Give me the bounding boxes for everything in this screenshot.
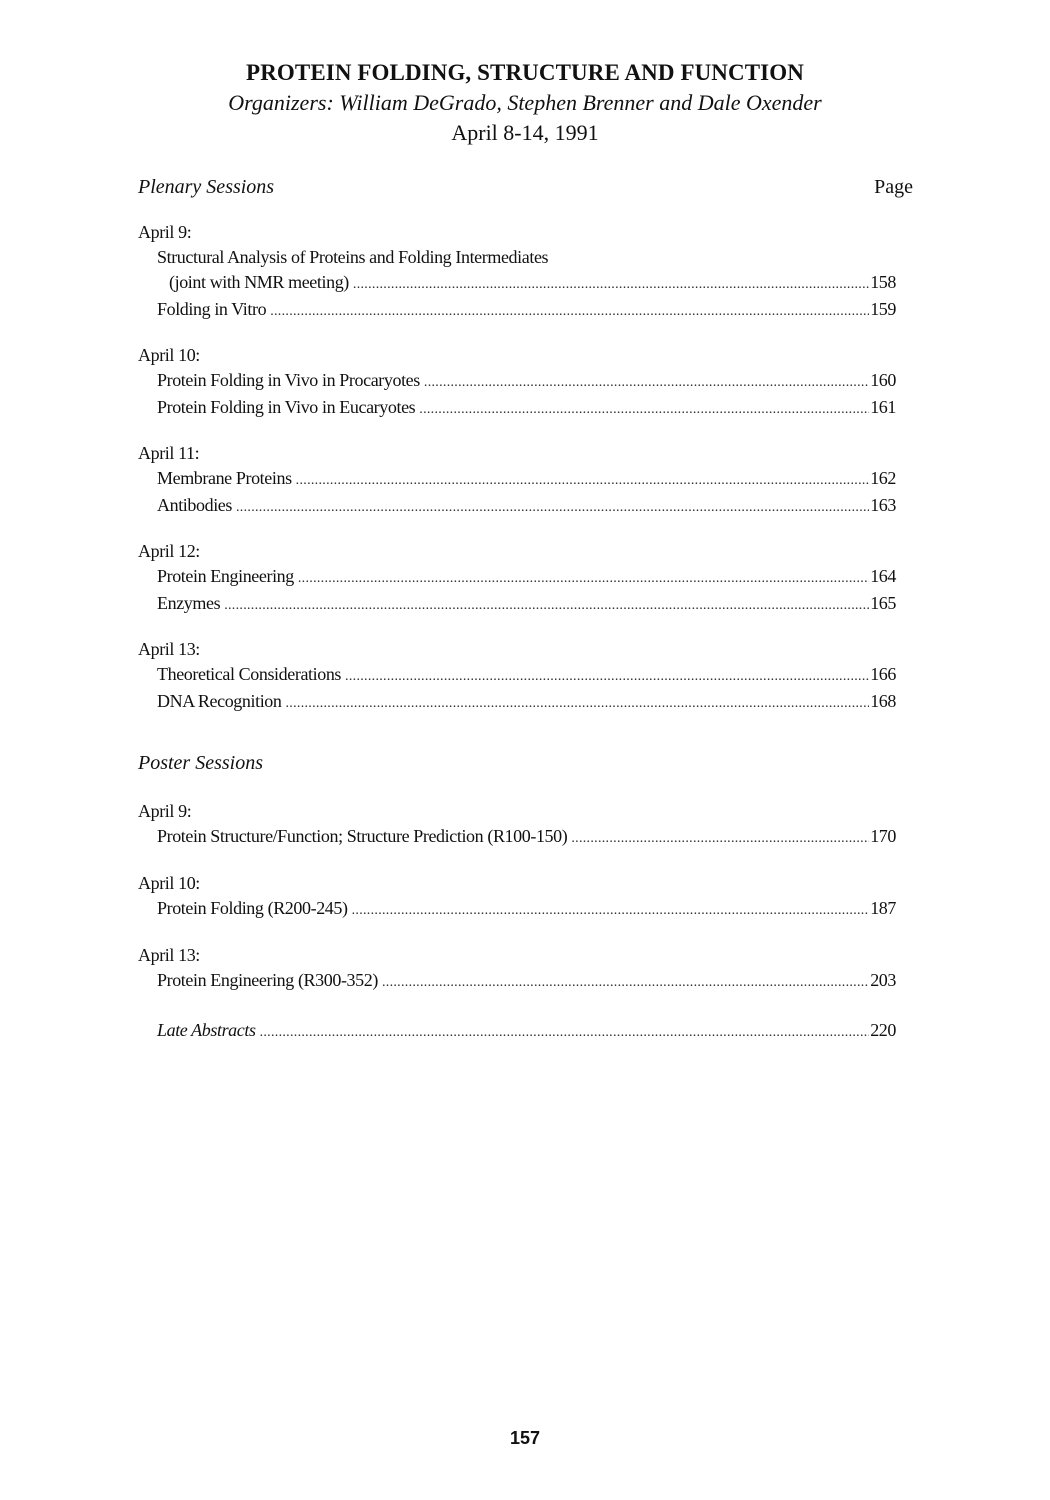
toc-entry[interactable] xyxy=(138,591,896,618)
toc-entry-page: 161 xyxy=(870,397,896,417)
toc-day-date: April 9: xyxy=(138,801,192,821)
dot-leader xyxy=(345,662,869,689)
toc-entry-page: 160 xyxy=(870,370,896,390)
dot-leader xyxy=(424,368,869,395)
toc-entry-page: 162 xyxy=(870,468,896,488)
toc-entry-title: Folding in Vitro xyxy=(157,299,267,319)
toc-entry-page: 220 xyxy=(870,1020,896,1040)
toc-entry[interactable] xyxy=(138,968,896,995)
conference-title: PROTEIN FOLDING, STRUCTURE AND FUNCTION xyxy=(246,60,804,85)
dot-leader xyxy=(298,564,869,591)
toc-day-group xyxy=(138,539,896,618)
toc-entry-page: 159 xyxy=(870,299,896,319)
toc-entry[interactable] xyxy=(138,368,896,395)
toc-day-group xyxy=(138,220,896,324)
conference-dates: April 8-14, 1991 xyxy=(451,120,599,145)
dot-leader xyxy=(571,824,869,851)
toc-day-date: April 9: xyxy=(138,222,192,242)
toc-day-group xyxy=(138,441,896,520)
toc-entry-title: Protein Engineering (R300-352) xyxy=(157,970,378,990)
toc-day-group xyxy=(138,637,896,716)
toc-entry[interactable] xyxy=(138,689,896,716)
toc-entry-page: 170 xyxy=(870,826,896,846)
dot-leader xyxy=(286,689,870,716)
toc-entry-title: Protein Structure/Function; Structure Prediction (R100-150) xyxy=(157,826,568,846)
toc-entry-title: Enzymes xyxy=(157,593,221,613)
toc-entry[interactable] xyxy=(138,395,896,422)
toc-day-group xyxy=(138,799,896,851)
toc-entry[interactable] xyxy=(138,564,896,591)
toc-entry-late-abstracts[interactable] xyxy=(138,1018,896,1045)
dot-leader xyxy=(382,968,869,995)
toc-day-date: April 11: xyxy=(138,443,200,463)
toc-day-date: April 13: xyxy=(138,639,200,659)
toc-entry-title: Protein Folding (R200-245) xyxy=(157,898,348,918)
toc-entry[interactable] xyxy=(138,297,896,324)
toc-entry[interactable] xyxy=(138,270,896,297)
toc-entry[interactable] xyxy=(138,896,896,923)
toc-day-date: April 12: xyxy=(138,541,200,561)
toc-entry-page: 158 xyxy=(870,272,896,292)
toc-day-date: April 10: xyxy=(138,345,200,365)
dot-leader xyxy=(296,466,870,493)
toc-entry-title: Late Abstracts xyxy=(157,1020,256,1040)
toc-entry-title: Theoretical Considerations xyxy=(157,664,342,684)
plenary-toc xyxy=(138,220,896,716)
toc-entry-title: DNA Recognition xyxy=(157,691,282,711)
toc-day-group xyxy=(138,343,896,422)
toc-entry-title: Protein Folding in Vivo in Eucaryotes xyxy=(157,397,416,417)
toc-day-date: April 13: xyxy=(138,945,200,965)
page-number: 157 xyxy=(509,1428,541,1448)
toc-entry-title: Protein Engineering xyxy=(157,566,294,586)
poster-sessions-heading xyxy=(138,750,913,776)
poster-heading-label: Poster Sessions xyxy=(138,752,263,774)
dot-leader xyxy=(353,270,869,297)
organizers-line: Organizers: William DeGrado, Stephen Brenner and Dale Oxender xyxy=(228,90,822,115)
toc-entry-page: 187 xyxy=(870,898,896,918)
toc-entry-page: 168 xyxy=(870,691,896,711)
toc-entry[interactable] xyxy=(138,662,896,689)
toc-entry-page: 203 xyxy=(870,970,896,990)
dot-leader xyxy=(236,493,869,520)
toc-entry-title: Membrane Proteins xyxy=(157,468,292,488)
plenary-heading-label: Plenary Sessions xyxy=(138,176,275,198)
toc-entry[interactable] xyxy=(138,493,896,520)
toc-entry-page: 165 xyxy=(870,593,896,613)
plenary-sessions-heading xyxy=(138,174,913,200)
dot-leader xyxy=(352,896,870,923)
toc-entry-page: 163 xyxy=(870,495,896,515)
page-column-label: Page xyxy=(874,176,913,198)
dot-leader xyxy=(270,297,869,324)
toc-entry[interactable] xyxy=(138,466,896,493)
document-header xyxy=(0,58,1050,148)
dot-leader xyxy=(224,591,869,618)
toc-entry[interactable] xyxy=(138,824,896,851)
toc-day-group xyxy=(138,943,896,995)
toc-entry-title: Protein Folding in Vivo in Procaryotes xyxy=(157,370,420,390)
toc-entry-page: 164 xyxy=(870,566,896,586)
dot-leader xyxy=(419,395,869,422)
toc-day-group xyxy=(138,871,896,923)
toc-entry-title: Structural Analysis of Proteins and Folding Intermediates xyxy=(157,247,549,267)
toc-entry-title: (joint with NMR meeting) xyxy=(169,272,349,292)
toc-entry-page: 166 xyxy=(870,664,896,684)
dot-leader xyxy=(260,1018,870,1045)
toc-day-date: April 10: xyxy=(138,873,200,893)
toc-entry-title: Antibodies xyxy=(157,495,232,515)
poster-toc xyxy=(138,799,896,1045)
